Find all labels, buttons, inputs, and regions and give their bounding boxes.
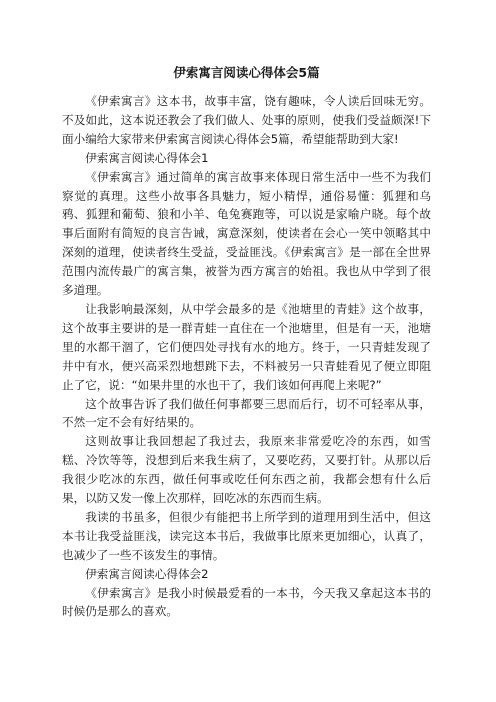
document-body (62, 92, 431, 621)
section-heading: 伊索寓言阅读心得体会1 (85, 150, 209, 165)
body-paragraph: 这则故事让我回想起了我过去，我原来非常爱吃冷的东西，如雪糕、冷饮等等，没想到后来我生病了，又要吃药，又要打针。从那以后我很少吃冰的东西，做任何事或吃任何东西之前，我都会想有什么后果，以防又发一像上次那样，回吃冰的东西而生病。 (62, 434, 431, 506)
body-paragraph: 我读的书虽多，但很少有能把书上所学到的道理用到生活中，但这本书让我受益匪浅，读完这本书后，我做事比原来更加细心，认真了，也减少了一些不该发生的事情。 (62, 509, 431, 562)
body-paragraph: 《伊索寓言》是我小时候最爱看的一本书，今天我又拿起这本书的时候仍是那么的喜欢。 (62, 585, 431, 619)
body-paragraph: 《伊索寓言》通过简单的寓言故事来体现日常生活中一些不为我们察觉的真理。这些小故事各具魅力，短小精悍，通俗易懂：狐狸和乌鸦、狐狸和葡萄、狼和小羊、龟兔赛跑等，可以说是家喻户晓。每个故事后面附有简短的良言告诫，寓意深刻，使读者在会心一笑中领略其中深刻的道理，使读者终生受益，受益匪浅。《伊索寓言》是一部在全世界范围内流传最广的寓言集，被誉为西方寓言的始祖。我也从中学到了很多道理。 (62, 169, 431, 298)
body-paragraph: 让我影响最深刻，从中学会最多的是《池塘里的青蛙》这个故事，这个故事主要讲的是一群青蛙一直住在一个池塘里，但是有一天，池塘里的水都干涸了，它们便四处寻找有水的地方。终于，一只青蛙发现了井中有水，便兴高采烈地想跳下去，不料被另一只青蛙看见了便立即阻止了它，说：“如果井里的水也干了，我们该如何再爬上来呢?” (62, 301, 431, 392)
body-paragraph: 这个故事告诉了我们做任何事都要三思而后行，切不可轻率从事，不然一定不会有好结果的。 (62, 396, 431, 430)
document-title: 伊索寓言阅读心得体会5篇 (173, 65, 320, 80)
section-heading: 伊索寓言阅读心得体会2 (85, 566, 209, 581)
body-paragraph: 《伊索寓言》这本书，故事丰富，饶有趣味，令人读后回味无穷。不及如此，这本说还教会了我们做人、处事的原则，使我们受益颇深!下面小编给大家带来伊索寓言阅读心得体会5篇，希望能帮助到大家! (62, 94, 431, 146)
